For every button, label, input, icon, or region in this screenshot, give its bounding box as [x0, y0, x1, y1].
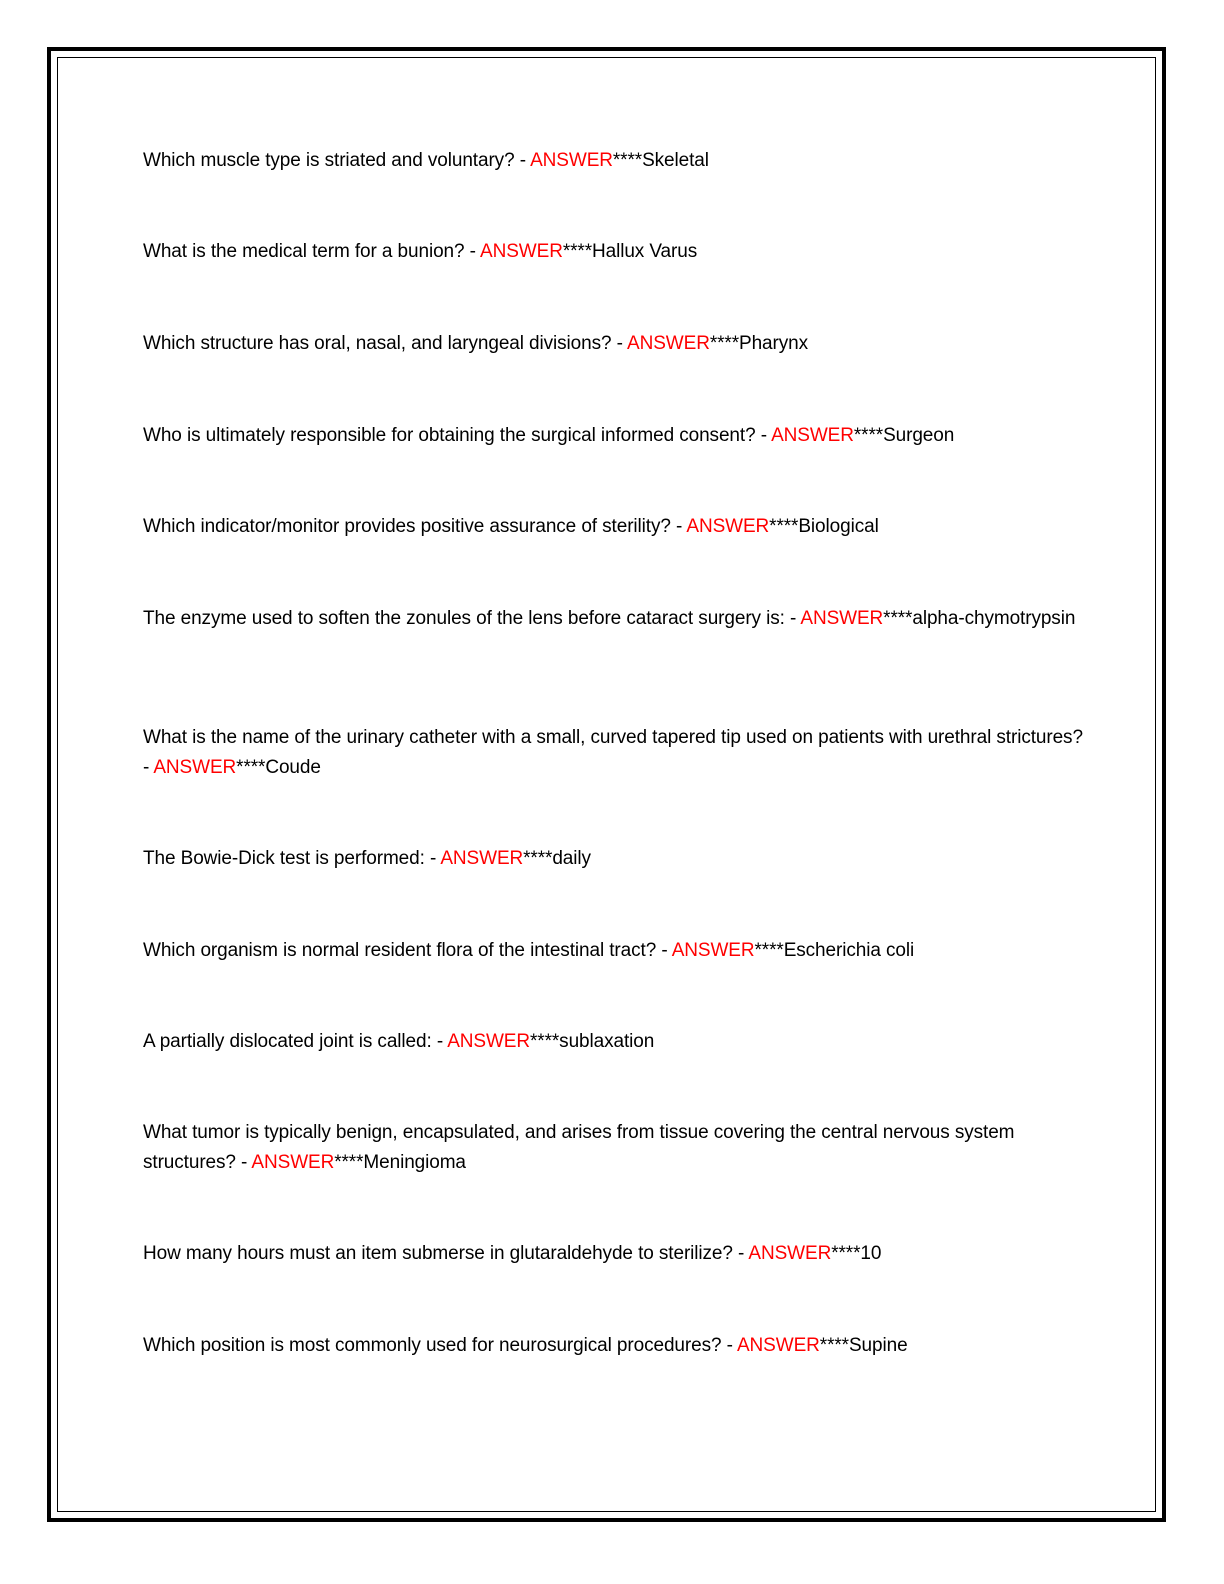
question-text: Which organism is normal resident flora of the intestinal tract? -: [143, 940, 672, 961]
answer-label: ANSWER: [447, 1031, 530, 1052]
question-text: Which structure has oral, nasal, and laryngeal divisions? -: [143, 333, 628, 354]
answer-separator: ****: [562, 241, 592, 262]
answer-separator: ****: [523, 848, 553, 869]
question-text: The enzyme used to soften the zonules of the lens before cataract surgery is: -: [143, 608, 801, 629]
answer-text: 10: [860, 1243, 882, 1264]
answer-text: sublaxation: [559, 1031, 655, 1052]
answer-separator: ****: [529, 1031, 560, 1052]
qa-item: [143, 421, 1083, 451]
qa-item: [143, 936, 1083, 966]
qa-item: [143, 604, 1083, 634]
qa-item: [143, 329, 1083, 359]
qa-item: [143, 237, 1083, 267]
answer-separator: ****: [883, 608, 913, 629]
answer-separator: ****: [754, 940, 784, 961]
answer-label: ANSWER: [627, 333, 710, 354]
answer-label: ANSWER: [736, 1335, 820, 1356]
qa-item: [143, 1239, 1083, 1269]
answer-text: Biological: [798, 516, 879, 537]
answer-text: daily: [552, 848, 591, 869]
answer-separator: ****: [853, 425, 884, 446]
answer-separator: ****: [831, 1243, 861, 1264]
qa-item: [143, 1118, 1083, 1178]
answer-label: ANSWER: [530, 150, 613, 171]
answer-label: ANSWER: [153, 757, 237, 778]
answer-text: Pharynx: [739, 333, 809, 354]
question-text: What is the medical term for a bunion? -: [143, 241, 481, 262]
question-text: How many hours must an item submerse in glutaraldehyde to sterilize? -: [143, 1243, 749, 1264]
qa-item: [143, 844, 1083, 874]
answer-text: Hallux Varus: [592, 241, 698, 262]
answer-text: Meningioma: [363, 1152, 466, 1173]
answer-separator: ****: [769, 516, 799, 537]
answer-text: Surgeon: [883, 425, 955, 446]
answer-label: ANSWER: [480, 241, 563, 262]
question-text: Which position is most commonly used for neurosurgical procedures? -: [143, 1335, 737, 1356]
question-text: Who is ultimately responsible for obtaining the surgical informed consent? -: [143, 425, 772, 446]
answer-label: ANSWER: [671, 940, 755, 961]
answer-text: Skeletal: [642, 150, 709, 171]
qa-item: [143, 1331, 1083, 1361]
qa-item: [143, 723, 1083, 783]
qa-item: [143, 512, 1083, 542]
question-text: What is the name of the urinary catheter with a small, curved tapered tip used on patients with urethral strictures? -: [143, 727, 1083, 778]
answer-label: ANSWER: [686, 516, 770, 537]
answer-separator: ****: [709, 333, 740, 354]
answer-text: Coude: [265, 757, 321, 778]
qa-item: [143, 146, 1083, 176]
answer-separator: ****: [236, 757, 266, 778]
answer-text: alpha-chymotrypsin: [912, 608, 1076, 629]
answer-separator: ****: [819, 1335, 849, 1356]
page-border-outer: [47, 47, 1166, 1522]
qa-item: [143, 1027, 1083, 1057]
answer-label: ANSWER: [251, 1152, 335, 1173]
answer-text: Escherichia coli: [783, 940, 915, 961]
answer-text: Supine: [848, 1335, 908, 1356]
answer-separator: ****: [334, 1152, 364, 1173]
page-border-inner: [57, 57, 1156, 1512]
question-text: Which muscle type is striated and voluntary? -: [143, 150, 531, 171]
answer-label: ANSWER: [440, 848, 524, 869]
question-text: The Bowie-Dick test is performed: -: [143, 848, 441, 869]
question-text: What tumor is typically benign, encapsulated, and arises from tissue covering the central nervous system structures? -: [143, 1122, 1015, 1173]
answer-label: ANSWER: [800, 608, 884, 629]
question-text: A partially dislocated joint is called: -: [143, 1031, 448, 1052]
question-text: Which indicator/monitor provides positive assurance of sterility? -: [143, 516, 687, 537]
answer-label: ANSWER: [771, 425, 854, 446]
answer-label: ANSWER: [748, 1243, 832, 1264]
answer-separator: ****: [612, 150, 643, 171]
